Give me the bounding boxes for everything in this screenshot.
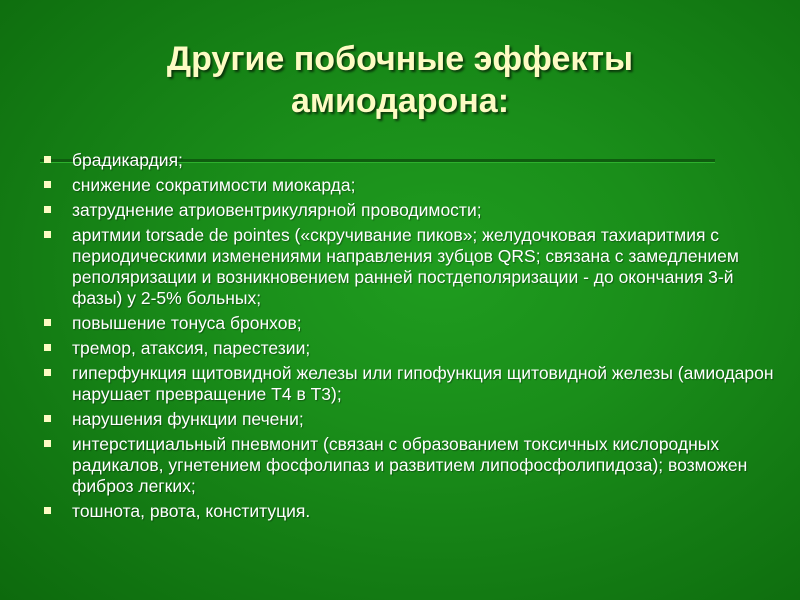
- bullet-item: [44, 338, 774, 359]
- square-bullet-icon: [44, 181, 51, 188]
- bullet-text: затруднение атриовентрикулярной проводимости;: [72, 200, 482, 220]
- square-bullet-icon: [44, 440, 51, 447]
- bullet-text: гиперфункция щитовидной железы или гипофункция щитовидной железы (амиодарон нарушает превращение Т4 в Т3);: [72, 363, 774, 404]
- bullet-text: брадикардия;: [72, 150, 183, 170]
- bullet-text: аритмии torsade de pointes («скручивание пиков»; желудочковая тахиаритмия с периодическими изменениями направления зубцов QRS; связана с замедлением реполяризации и возникновением ранней постдеполяризации - до окончания 3-й фазы) у 2-5% больных;: [72, 225, 739, 308]
- slide-title-line-1: Другие побочные эффекты: [166, 40, 634, 78]
- bullet-item: [44, 363, 774, 405]
- bullet-text: нарушения функции печени;: [72, 409, 304, 429]
- bullet-item: [44, 175, 774, 196]
- bullet-item: [44, 434, 774, 497]
- bullet-item: [44, 313, 774, 334]
- bullet-item: [44, 150, 774, 171]
- bullet-text: тошнота, рвота, конституция.: [72, 501, 311, 521]
- bullet-item: [44, 409, 774, 430]
- square-bullet-icon: [44, 231, 51, 238]
- bullet-item: [44, 501, 774, 522]
- slide-title-line-2: амиодарона:: [290, 82, 510, 120]
- square-bullet-icon: [44, 156, 51, 163]
- square-bullet-icon: [44, 415, 51, 422]
- square-bullet-icon: [44, 344, 51, 351]
- bullet-text: интерстициальный пневмонит (связан с образованием токсичных кислородных радикалов, угнетением фосфолипаз и развитием липофосфолипидоза); возможен фиброз легких;: [72, 434, 748, 496]
- slide-title: [30, 38, 770, 122]
- bullet-text: снижение сократимости миокарда;: [72, 175, 356, 195]
- bullet-text: повышение тонуса бронхов;: [72, 313, 302, 333]
- bullet-item: [44, 225, 774, 309]
- square-bullet-icon: [44, 507, 51, 514]
- square-bullet-icon: [44, 206, 51, 213]
- bullet-item: [44, 200, 774, 221]
- square-bullet-icon: [44, 369, 51, 376]
- bullet-text: тремор, атаксия, парестезии;: [72, 338, 311, 358]
- bullet-list: [44, 150, 774, 526]
- square-bullet-icon: [44, 319, 51, 326]
